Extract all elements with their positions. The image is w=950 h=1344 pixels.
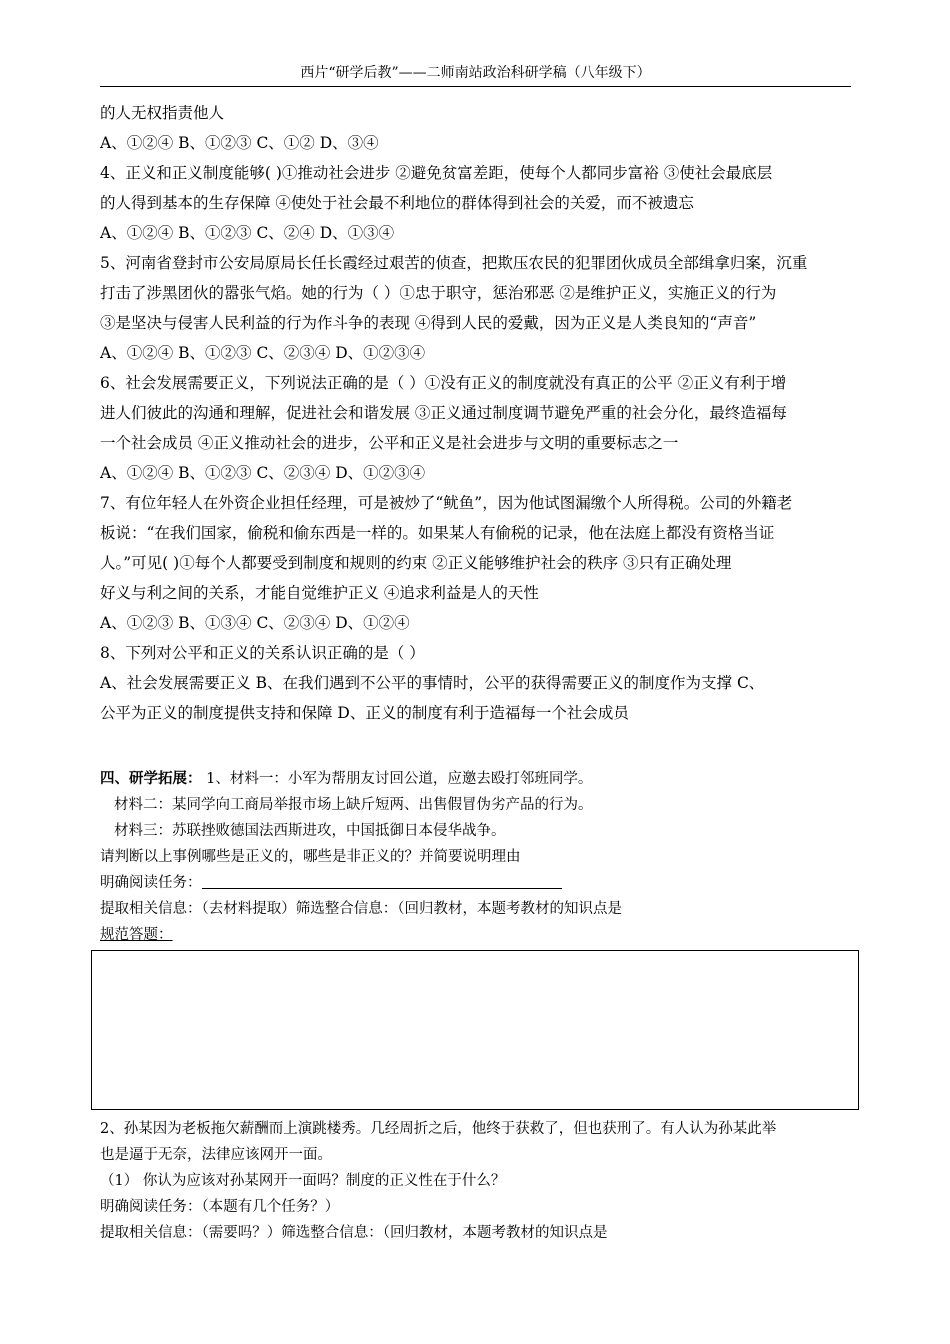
text-line: A、社会发展需要正义 B、在我们遇到不公平的事情时，公平的获得需要正义的制度作为支撑 C、 xyxy=(100,674,765,692)
question-7: 7、有位年轻人在外资企业担任经理，可是被炒了“鱿鱼”，因为他试图漏缴个人所得税。公司的外籍老 xyxy=(100,494,793,512)
text-line: 的人得到基本的生存保障 ④使处于社会最不利地位的群体得到社会的关爱，而不被遗忘 xyxy=(100,194,694,212)
material-3: 材料三：苏联挫败德国法西斯进攻，中国抵御日本侵华战争。 xyxy=(114,823,506,839)
reading-task-line: 明确阅读任务：（本题有几个任务？） xyxy=(100,1199,340,1215)
question-4: 4、正义和正义制度能够( )①推动社会进步 ②避免贫富差距，使每个人都同步富裕 ③使社会最底层 xyxy=(100,164,773,182)
sub-question-1: （1） 你认为应该对孙某网开一面吗？制度的正义性在于什么？ xyxy=(100,1173,506,1189)
text-line: 板说：“在我们国家，偷税和偷东西是一样的。如果某人有偷税的记录，他在法庭上都没有资格当证 xyxy=(100,524,775,542)
text-line: 人。”可见( )①每个人都要受到制度和规则的约束 ②正义能够维护社会的秩序 ③只有正确处理 xyxy=(100,554,732,572)
answer-options: A、①②④ B、①②③ C、②④ D、①③④ xyxy=(100,224,395,242)
section-research-expansion xyxy=(100,766,852,1246)
text-line: 进人们彼此的沟通和理解，促进社会和谐发展 ③正义通过制度调节避免严重的社会分化，最终造福每 xyxy=(100,404,787,422)
answer-options: A、①②④ B、①②③ C、①② D、③④ xyxy=(100,134,379,152)
answer-options: A、①②④ B、①②③ C、②③④ D、①②③④ xyxy=(100,464,426,482)
question-8: 8、下列对公平和正义的关系认识正确的是（ ） xyxy=(100,644,425,662)
text-line: 打击了涉黑团伙的嚣张气焰。她的行为（ ）①忠于职守，惩治邪恶 ②是维护正义，实施正义的行为 xyxy=(100,284,777,302)
material-1: 1、材料一：小军为帮朋友讨回公道，应邀去殴打邻班同学。 xyxy=(201,771,593,787)
text-line: 也是逼于无奈，法律应该网开一面。 xyxy=(100,1147,332,1163)
reading-task-blank[interactable] xyxy=(202,872,562,889)
answer-options: A、①②③ B、①③④ C、②③④ D、①②④ xyxy=(100,614,410,632)
extract-info-line: 提取相关信息：（去材料提取）筛选整合信息：（回归教材，本题考教材的知识点是 xyxy=(100,901,622,917)
header-title: 西片“研学后教”——二师南站政治科研学稿（八年级下） xyxy=(300,65,651,81)
question-6: 6、社会发展需要正义，下列说法正确的是（ ）①没有正义的制度就没有真正的公平 ②正义有利于增 xyxy=(100,374,787,392)
reading-task-label: 明确阅读任务： xyxy=(100,875,202,891)
question-prompt: 请判断以上事例哪些是正义的，哪些是非正义的？并简要说明理由 xyxy=(100,849,521,865)
question-5: 5、河南省登封市公安局原局长任长霞经过艰苦的侦查，把欺压农民的犯罪团伙成员全部缉拿归案，沉重 xyxy=(100,254,808,272)
page-header xyxy=(100,62,851,87)
answer-box[interactable] xyxy=(91,950,859,1110)
material-2: 材料二：某同学向工商局举报市场上缺斤短两、出售假冒伪劣产品的行为。 xyxy=(114,797,593,813)
answer-label: 规范答题： xyxy=(100,927,173,943)
extract-info-line: 提取相关信息：（需要吗？）筛选整合信息：（回归教材，本题考教材的知识点是 xyxy=(100,1225,608,1241)
section-heading: 四、研学拓展： xyxy=(100,770,202,787)
text-line: 一个社会成员 ④正义推动社会的进步，公平和正义是社会进步与文明的重要标志之一 xyxy=(100,434,679,452)
text-line: ③是坚决与侵害人民利益的行为作斗争的表现 ④得到人民的爱戴，因为正义是人类良知的“声音” xyxy=(100,314,757,332)
question-2: 2、孙某因为老板拖欠薪酬而上演跳楼秀。几经周折之后，他终于获救了，但也获刑了。有人认为孙某此举 xyxy=(100,1121,777,1137)
text-line: 好义与利之间的关系，才能自觉维护正义 ④追求利益是人的天性 xyxy=(100,584,539,602)
text-line: 公平为正义的制度提供支持和保障 D、正义的制度有利于造福每一个社会成员 xyxy=(100,704,629,722)
text-line: 的人无权指责他人 xyxy=(100,104,225,122)
document-body xyxy=(100,98,852,1246)
answer-options: A、①②④ B、①②③ C、②③④ D、①②③④ xyxy=(100,344,426,362)
